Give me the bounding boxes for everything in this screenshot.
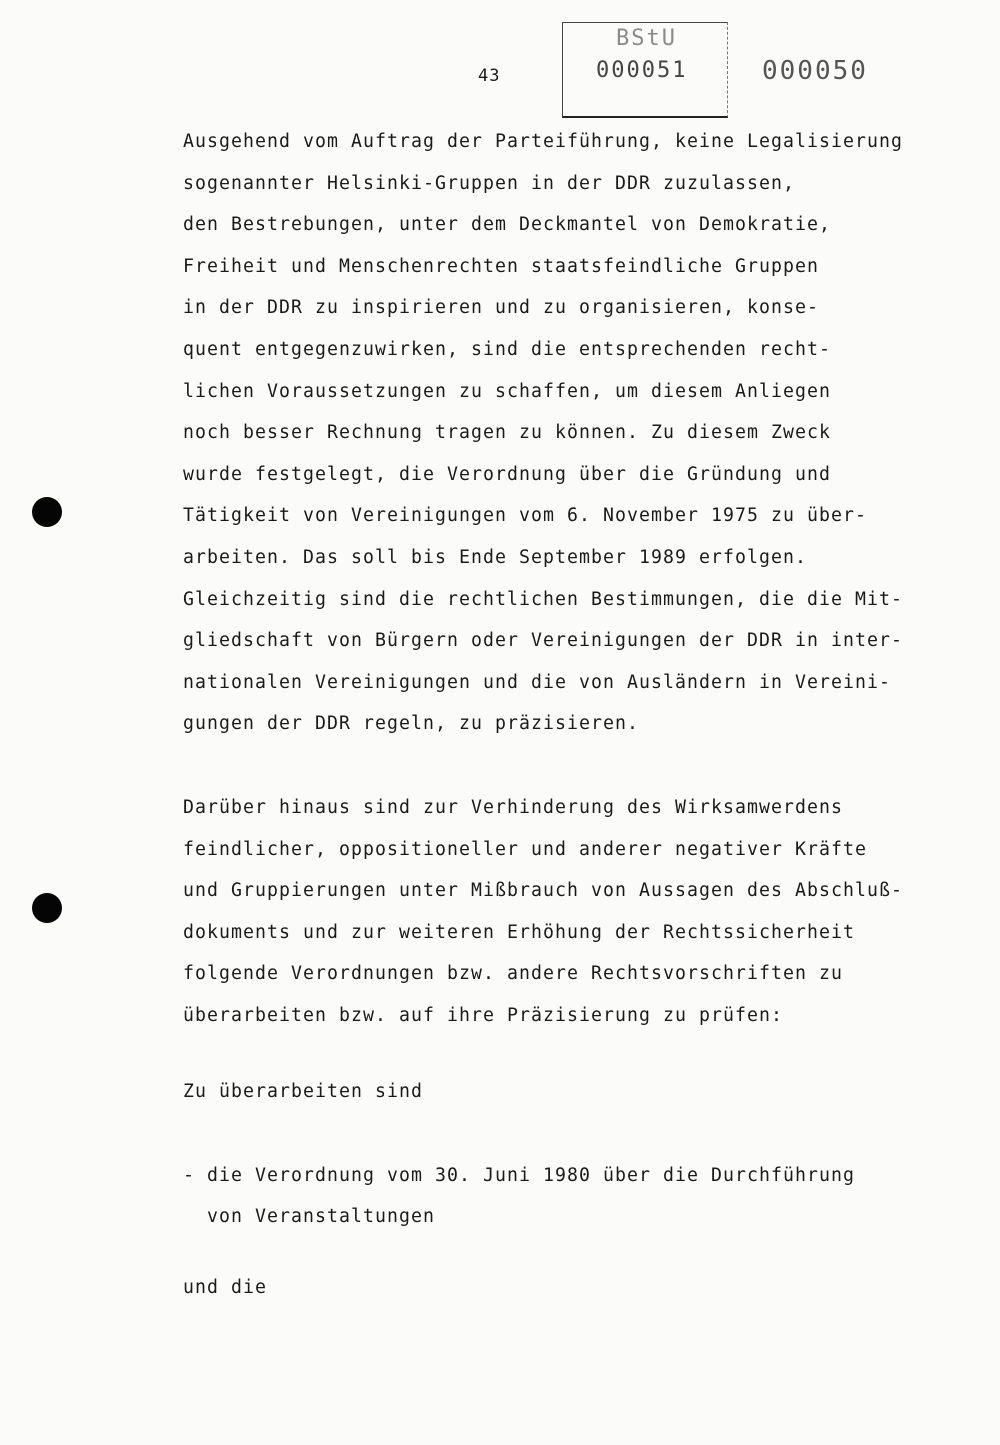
text-line: Freiheit und Menschenrechten staatsfeindliche Gruppen bbox=[183, 255, 819, 277]
punch-hole-top bbox=[32, 497, 62, 527]
text-line: feindlicher, oppositioneller und anderer negativer Kräfte bbox=[183, 838, 867, 860]
list-item-line-2: von Veranstaltungen bbox=[207, 1206, 435, 1227]
page-number: 43 bbox=[478, 66, 501, 86]
text-line: Ausgehend vom Auftrag der Parteiführung, keine Legalisierung bbox=[183, 131, 903, 152]
text-line: überarbeiten bzw. auf ihre Präzisierung zu prüfen: bbox=[183, 1004, 783, 1026]
list-item-line-1: - die Verordnung vom 30. Juni 1980 über die Durchführung bbox=[183, 1165, 855, 1186]
text-line: quent entgegenzuwirken, sind die entsprechenden recht- bbox=[183, 338, 831, 360]
text-line: sogenannter Helsinki-Gruppen in der DDR zuzulassen, bbox=[183, 172, 795, 194]
text-line: arbeiten. Das soll bis Ende September 1989 erfolgen. bbox=[183, 546, 807, 568]
stamp-number: 000051 bbox=[596, 58, 688, 83]
closing-text: und die bbox=[183, 1277, 267, 1298]
text-line: den Bestrebungen, unter dem Deckmantel von Demokratie, bbox=[183, 214, 831, 236]
punch-hole-bottom bbox=[32, 893, 62, 923]
paragraph-1 bbox=[183, 121, 903, 745]
text-line: folgende Verordnungen bzw. andere Rechtsvorschriften zu bbox=[183, 963, 843, 985]
text-line: und Gruppierungen unter Mißbrauch von Aussagen des Abschluß- bbox=[183, 880, 903, 902]
archive-number: 000050 bbox=[762, 56, 868, 86]
text-line: in der DDR zu inspirieren und zu organisieren, konse- bbox=[183, 297, 819, 319]
list-intro: Zu überarbeiten sind bbox=[183, 1081, 423, 1102]
stamp-agency-label: BStU bbox=[616, 26, 677, 51]
text-line: gungen der DDR regeln, zu präzisieren. bbox=[183, 713, 639, 735]
text-line: wurde festgelegt, die Verordnung über die Gründung und bbox=[183, 463, 831, 485]
text-line: noch besser Rechnung tragen zu können. Zu diesem Zweck bbox=[183, 422, 831, 444]
text-line: Darüber hinaus sind zur Verhinderung des Wirksamwerdens bbox=[183, 797, 843, 818]
text-line: Tätigkeit von Vereinigungen vom 6. November 1975 zu über- bbox=[183, 505, 867, 527]
paragraph-2 bbox=[183, 787, 903, 1037]
text-line: lichen Voraussetzungen zu schaffen, um diesem Anliegen bbox=[183, 380, 831, 402]
text-line: dokuments und zur weiteren Erhöhung der Rechtssicherheit bbox=[183, 921, 855, 943]
text-line: Gleichzeitig sind die rechtlichen Bestimmungen, die die Mit- bbox=[183, 588, 903, 610]
text-line: nationalen Vereinigungen und die von Ausländern in Vereini- bbox=[183, 671, 891, 693]
text-line: gliedschaft von Bürgern oder Vereinigungen der DDR in inter- bbox=[183, 630, 903, 652]
